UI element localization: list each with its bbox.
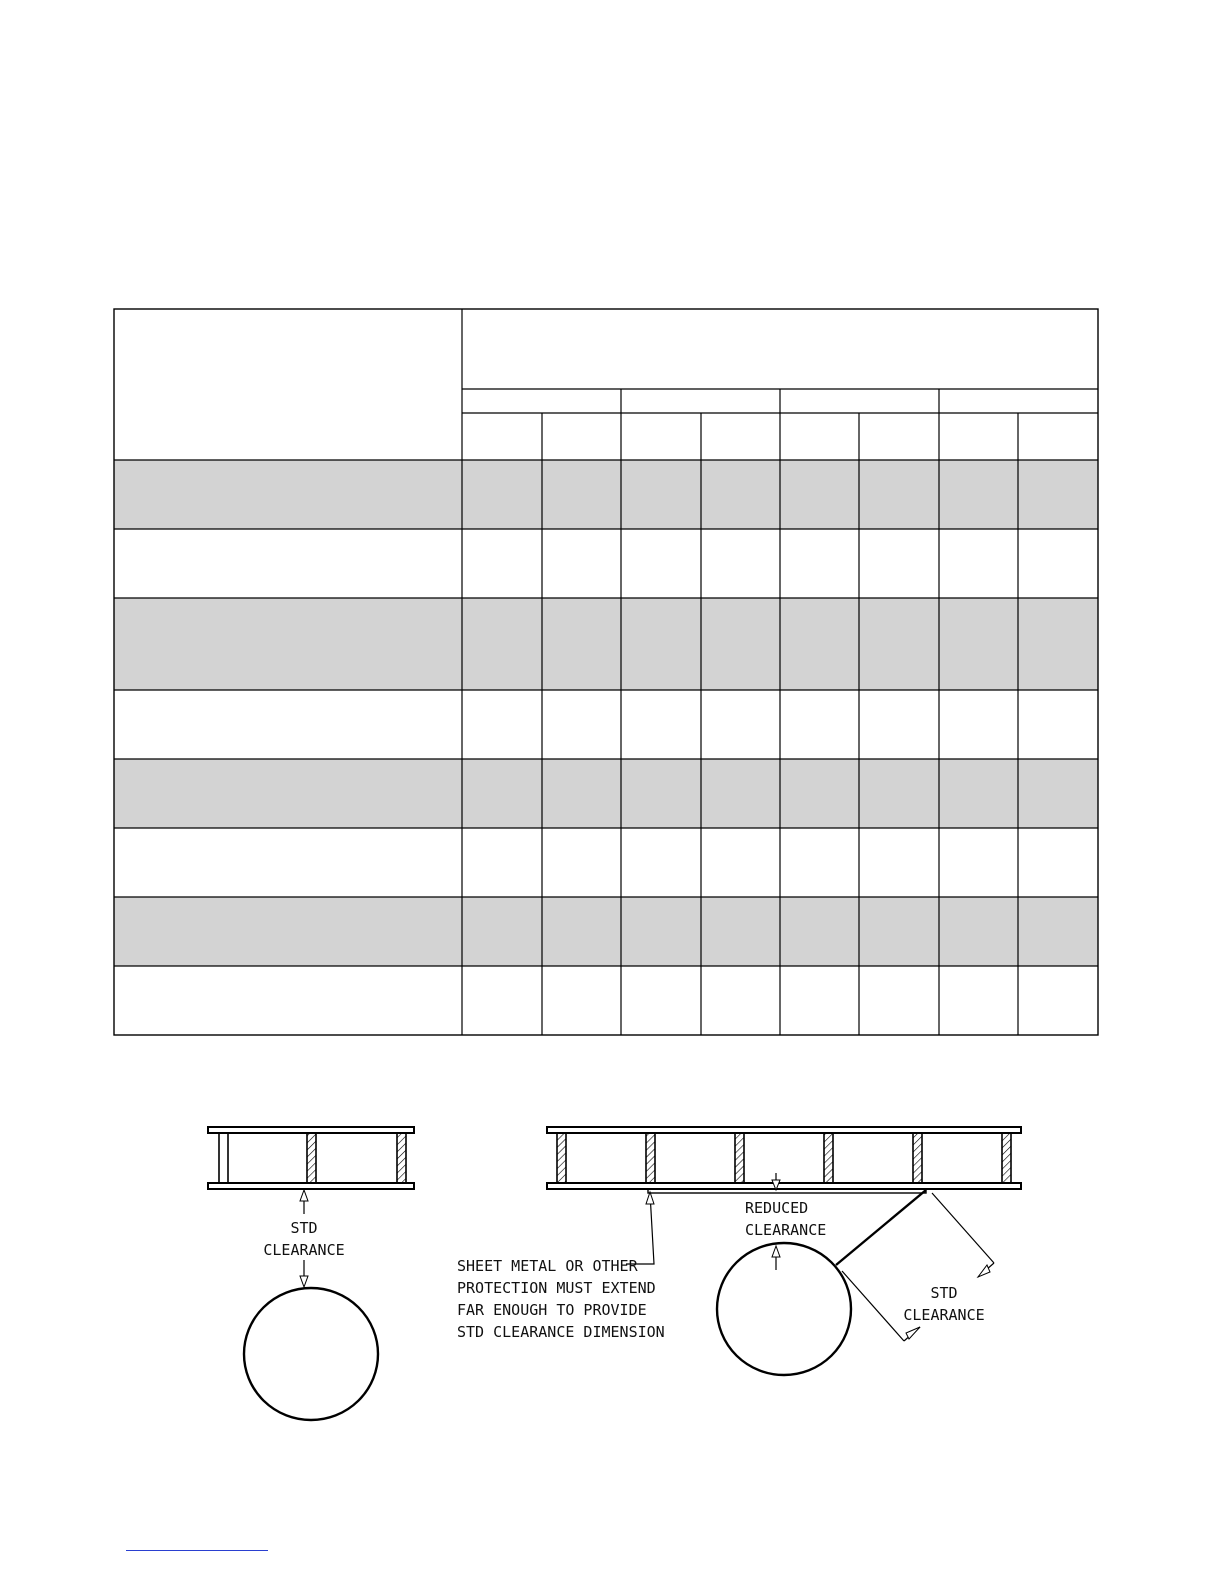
left-std-label-line1: STD [290, 1219, 318, 1237]
protection-note-line2: PROTECTION MUST EXTEND [457, 1279, 656, 1297]
footer-link-underline[interactable] [126, 1550, 268, 1551]
right-std-label-line2: CLEARANCE [903, 1306, 985, 1324]
protection-note-line4: STD CLEARANCE DIMENSION [457, 1323, 665, 1341]
left-appliance-circle [244, 1288, 378, 1420]
protection-note [457, 1257, 665, 1341]
right-std-clearance-dimension [842, 1193, 994, 1341]
protection-note-leader [626, 1192, 654, 1264]
protection-note-line3: FAR ENOUGH TO PROVIDE [457, 1301, 647, 1319]
protection-note-line1: SHEET METAL OR OTHER [457, 1257, 638, 1275]
right-std-label-line1: STD [930, 1284, 958, 1302]
left-detail [208, 1127, 414, 1420]
left-std-label-line2: CLEARANCE [263, 1241, 345, 1259]
right-appliance-circle [717, 1243, 851, 1375]
left-std-clearance-dimension [263, 1190, 344, 1287]
left-joist-assembly [208, 1127, 414, 1189]
right-joist-assembly [547, 1127, 1021, 1189]
reduced-label-line2: CLEARANCE [745, 1221, 827, 1239]
reduced-label-line1: REDUCED [745, 1199, 809, 1217]
reduced-clearance-dimension [745, 1173, 826, 1270]
right-detail [457, 1127, 1021, 1375]
